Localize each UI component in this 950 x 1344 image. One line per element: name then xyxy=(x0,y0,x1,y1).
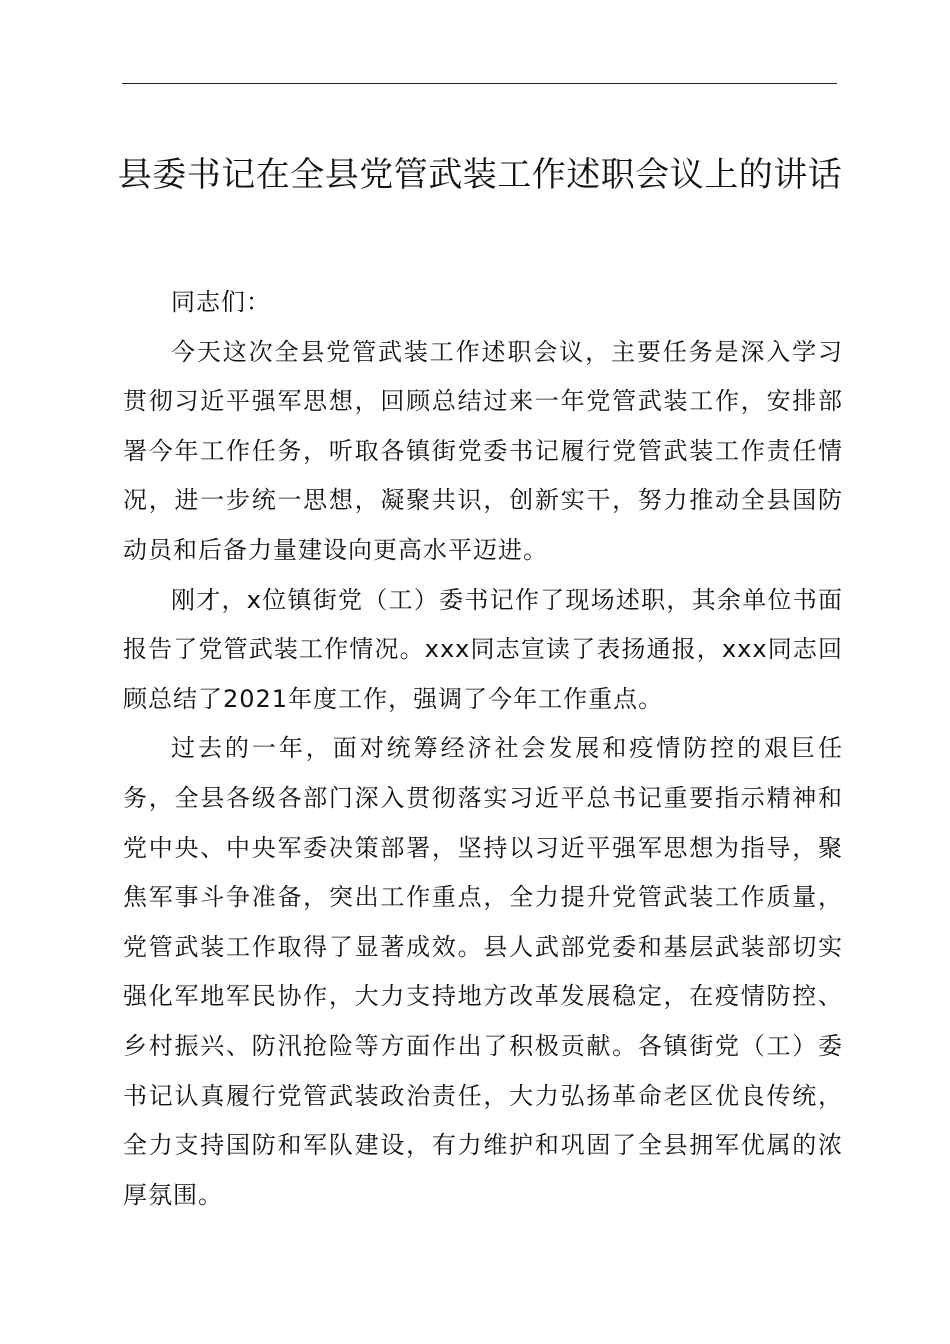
paragraph-2: 刚才，x位镇街党（工）委书记作了现场述职，其余单位书面报告了党管武装工作情况。xxx同志宣读了表扬通报，xxx同志回顾总结了2021年度工作，强调了今年工作重点。 xyxy=(123,585,843,713)
paragraph-1: 今天这次全县党管武装工作述职会议，主要任务是深入学习贯彻习近平强军思想，回顾总结过来一年党管武装工作，安排部署今年工作任务，听取各镇街党委书记履行党管武装工作责任情况，进一步统一思想，凝聚共识，创新实干，努力推动全县国防动员和后备力量建设向更高水平迈进。 xyxy=(123,337,843,564)
header-rule xyxy=(122,83,837,84)
document-title: 县委书记在全县党管武装工作述职会议上的讲话 xyxy=(117,155,843,195)
paragraph-3: 过去的一年，面对统筹经济社会发展和疫情防控的艰巨任务，全县各级各部门深入贯彻落实习近平总书记重要指示精神和党中央、中央军委决策部署，坚持以习近平强军思想为指导，聚焦军事斗争准备，突出工作重点，全力提升党管武装工作质量，党管武装工作取得了显著成效。县人武部党委和基层武装部切实强化军地军民协作，大力支持地方改革发展稳定，在疫情防控、乡村振兴、防汛抢险等方面作出了积极贡献。各镇街党（工）委书记认真履行党管武装政治责任，大力弘扬革命老区优良传统，全力支持国防和军队建设，有力维护和巩固了全县拥军优属的浓厚氛围。 xyxy=(123,734,843,1209)
document-body xyxy=(123,278,843,1220)
salutation: 同志们： xyxy=(171,288,271,316)
